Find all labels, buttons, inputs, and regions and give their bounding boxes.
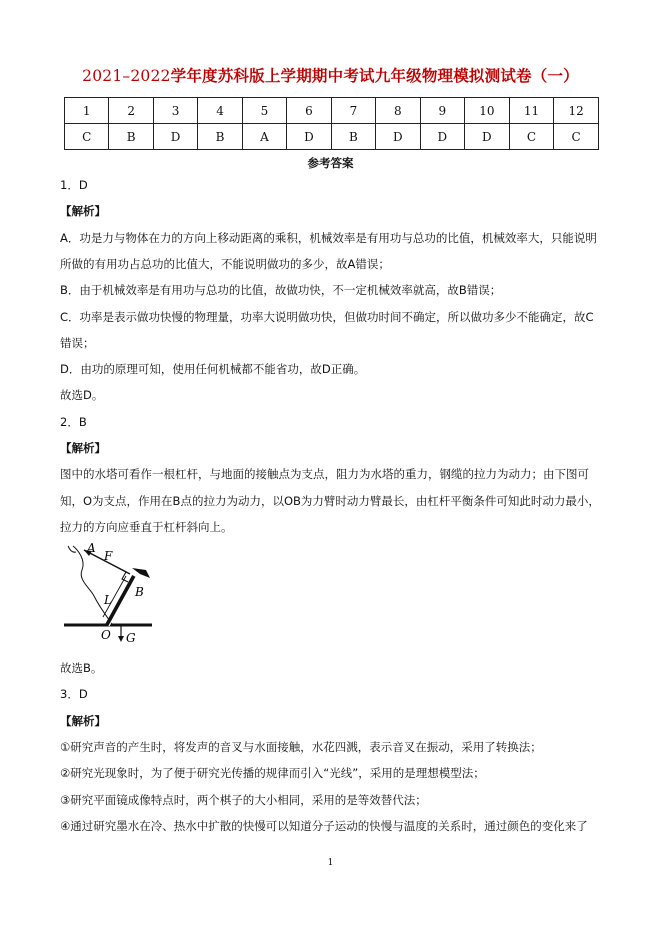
- table-cell: D: [420, 124, 464, 150]
- text-line: 【解析】: [60, 441, 106, 455]
- title-text: 学年度苏科版上学期期中考试九年级物理模拟测试卷（一）: [170, 67, 579, 85]
- label-a: A: [87, 541, 96, 555]
- table-cell: A: [242, 124, 286, 150]
- reference-answers-heading: 参考答案: [307, 156, 354, 170]
- table-cell: B: [331, 124, 375, 150]
- label-f: F: [104, 549, 113, 563]
- table-cell: 8: [376, 98, 420, 124]
- text-line: 1．D: [60, 178, 88, 192]
- table-cell: C: [65, 124, 109, 150]
- label-g: G: [126, 631, 136, 645]
- table-cell: D: [153, 124, 197, 150]
- table-cell: 5: [242, 98, 286, 124]
- label-b: B: [135, 585, 144, 599]
- answer-table-number-row: [65, 98, 599, 124]
- lever-diagram: [60, 538, 160, 646]
- table-cell: 1: [65, 98, 109, 124]
- title-year: 2021–2022: [82, 67, 171, 85]
- text-line: ③研究平面镜成像特点时，两个棋子的大小相同，采用的是等效替代法；: [60, 792, 427, 807]
- table-cell: D: [376, 124, 420, 150]
- table-cell: 9: [420, 98, 464, 124]
- label-o: O: [101, 628, 111, 642]
- table-cell: D: [465, 124, 510, 150]
- table-cell: B: [109, 124, 153, 150]
- table-cell: 4: [198, 98, 242, 124]
- lever-rod-highlight: [109, 577, 136, 626]
- gravity-arrowhead: [118, 636, 124, 642]
- table-cell: 6: [287, 98, 331, 124]
- text-line: ①研究声音的产生时，将发声的音叉与水面接触，水花四溅，表示音叉在振动，采用了转换法；: [60, 739, 542, 754]
- table-cell: C: [509, 124, 554, 150]
- text-line: 错误；: [60, 335, 95, 350]
- text-line: 知，O为支点，作用在B点的拉力为动力，以OB为力臂时动力臂最长，由杠杆平衡条件可知此时动力最小，: [60, 493, 600, 508]
- text-line: ④通过研究墨水在冷、热水中扩散的快慢可以知道分子运动的快慢与温度的关系时，通过颜色的变化来了: [60, 818, 588, 833]
- table-cell: D: [287, 124, 331, 150]
- table-cell: 12: [554, 98, 599, 124]
- table-cell: 3: [153, 98, 197, 124]
- text-line: 【解析】: [60, 204, 106, 219]
- text-line: D．由功的原理可知，使用任何机械都不能省功，故D正确。: [60, 362, 366, 377]
- table-cell: C: [554, 124, 599, 150]
- table-cell: 2: [109, 98, 153, 124]
- table-cell: B: [198, 124, 242, 150]
- text-line: A．功是力与物体在力的方向上移动距离的乘积，机械效率是有用功与总功的比值，机械效率大，只能说明: [60, 230, 597, 245]
- table-cell: 11: [509, 98, 554, 124]
- text-line: B．由于机械效率是有用功与总功的比值，故做功快，不一定机械效率就高，故B错误；: [60, 283, 502, 298]
- page-number: 1: [327, 858, 334, 868]
- text-line: 【解析】: [60, 713, 106, 728]
- page-title: [0, 64, 661, 86]
- text-line: 所做的有用功占总功的比值大，不能说明做功的多少，故A错误；: [60, 256, 390, 271]
- text-line: 故选B。: [60, 661, 103, 675]
- text-line: 拉力的方向应垂直于杠杆斜向上。: [60, 519, 233, 534]
- answer-table-answer-row: [65, 124, 599, 150]
- text-line: 故选D。: [60, 388, 104, 403]
- text-line: 图中的水塔可看作一根杠杆，与地面的接触点为支点，阻力为水塔的重力，钢缆的拉力为动力；由下图可: [60, 467, 589, 482]
- text-line: 2．B: [60, 414, 87, 429]
- table-cell: 7: [331, 98, 375, 124]
- label-l: L: [104, 593, 112, 607]
- text-line: C．功率是表示做功快慢的物理量，功率大说明做功快，但做功时间不确定，所以做功多少不能确定，故C: [60, 309, 594, 324]
- answer-table: [64, 97, 599, 150]
- text-line: 3．D: [60, 687, 88, 702]
- table-cell: 10: [465, 98, 510, 124]
- text-line: ②研究光现象时，为了便于研究光传播的规律而引入“光线”，采用的是理想模型法；: [60, 766, 485, 781]
